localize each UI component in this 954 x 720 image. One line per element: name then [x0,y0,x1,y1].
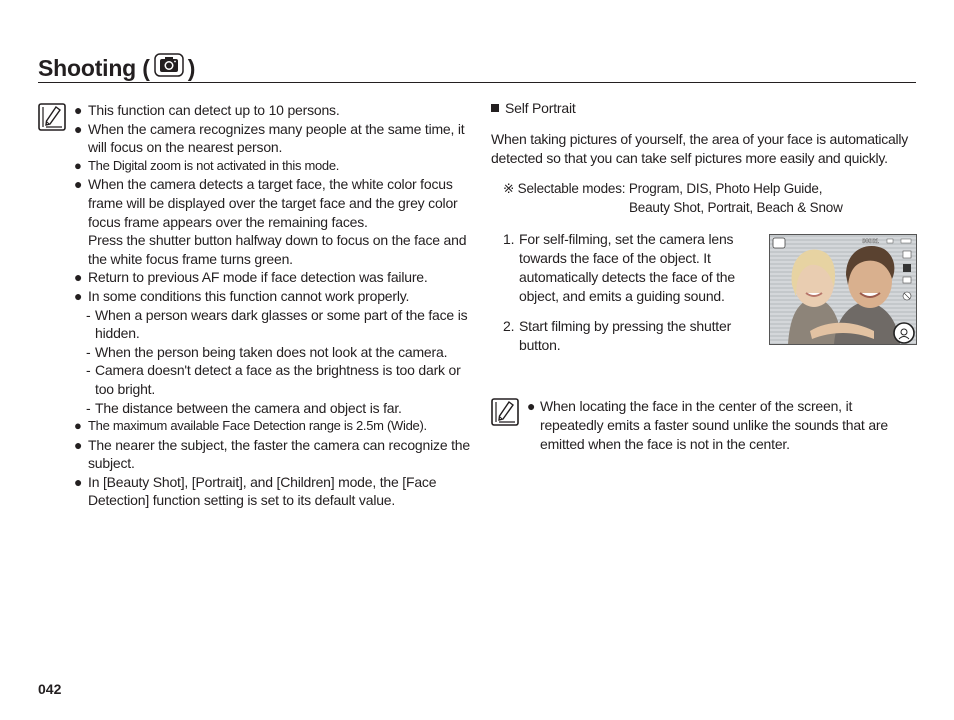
note-item [74,175,474,231]
right-note [527,397,917,454]
bullet: ● [74,176,83,193]
note-item [74,157,474,176]
note-item [74,101,474,120]
note-item [527,397,917,454]
note-subitem [74,361,474,398]
step-text: Start filming by pressing the shutter button. [519,318,732,353]
square-bullet-icon [491,104,499,112]
note-continuation [74,231,474,268]
note-text: The maximum available Face Detection range is 2.5m (Wide). [88,418,427,434]
note-item [74,120,474,157]
note-text: The distance between the camera and object is far. [95,399,402,416]
camera-icon [154,53,184,83]
note-pencil-icon [38,103,66,131]
note-text: When the camera recognizes many people at the same time, it will focus on the nearest person. [88,120,465,156]
note-subitem [74,306,474,343]
dash: - [86,399,91,416]
note-item [74,436,474,473]
step-item [503,230,753,306]
note-text: In [Beauty Shot], [Portrait], and [Children] mode, the [Face Detection] function setting is set to its default value. [88,473,437,509]
note-text: When the camera detects a target face, the white color focus frame will be displayed over the target face and the grey color focus frame appears over the remaining faces. [88,176,458,230]
note-item [74,417,474,436]
section-heading-text: Self Portrait [505,100,576,116]
step-item [503,317,753,355]
step-number: 2. [503,318,515,334]
page-title [38,53,195,83]
bullet: ● [527,398,536,414]
section-description: When taking pictures of yourself, the area of your face is automatically detected so that you can take self pictures more easily and quickly. [491,131,908,166]
note-text: Camera doesn't detect a face as the brightness is too dark or too bright. [95,362,461,397]
selectable-modes [503,179,843,217]
steps-list [503,230,753,366]
note-text: Return to previous AF mode if face detection was failure. [88,269,428,286]
note-text: This function can detect up to 10 persons. [88,102,340,118]
title-rule [38,82,916,83]
note-pencil-icon [491,398,519,426]
shot-counter: 00001 [862,239,879,245]
bullet: ● [74,269,83,286]
dash: - [86,343,91,360]
dash: - [86,362,91,379]
note-text: In some conditions this function cannot work properly. [88,287,410,304]
note-item [74,268,474,287]
note-text: The nearer the subject, the faster the camera can recognize the subject. [88,436,470,472]
dash: - [86,306,91,323]
modes-line-2: Beauty Shot, Portrait, Beach & Snow [629,200,843,215]
page-number: 042 [38,681,62,697]
note-subitem [74,343,474,362]
note-text: The Digital zoom is not activated in this mode. [88,157,340,173]
note-text: Press the shutter button halfway down to focus on the face and the white focus frame turns green. [88,232,467,267]
note-subitem [74,399,474,418]
bullet: ● [74,473,83,490]
step-number: 1. [503,231,515,247]
bullet: ● [74,436,83,453]
bullet: ● [74,287,83,304]
note-text: When locating the face in the center of the screen, it repeatedly emits a faster sound unlike the sounds that are emitted when the face is not in the center. [540,398,888,452]
bullet: ● [74,418,82,434]
bullet: ● [74,102,83,118]
section-heading [491,100,576,116]
note-item [74,473,474,510]
modes-line-1: ※ Selectable modes: Program, DIS, Photo Help Guide, [503,181,823,196]
bullet: ● [74,120,83,137]
note-text: When a person wears dark glasses or some part of the face is hidden. [95,306,468,342]
bullet: ● [74,157,82,173]
camera-lcd-preview [769,234,917,345]
note-text: When the person being taken does not look at the camera. [95,343,448,360]
left-notes [74,101,474,510]
note-item [74,287,474,306]
step-text: For self-filming, set the camera lens towards the face of the object. It automatically detects the face of the object, and emits a guiding sound. [519,231,735,304]
title-prefix: Shooting ( [38,54,150,81]
title-suffix: ) [187,54,196,81]
